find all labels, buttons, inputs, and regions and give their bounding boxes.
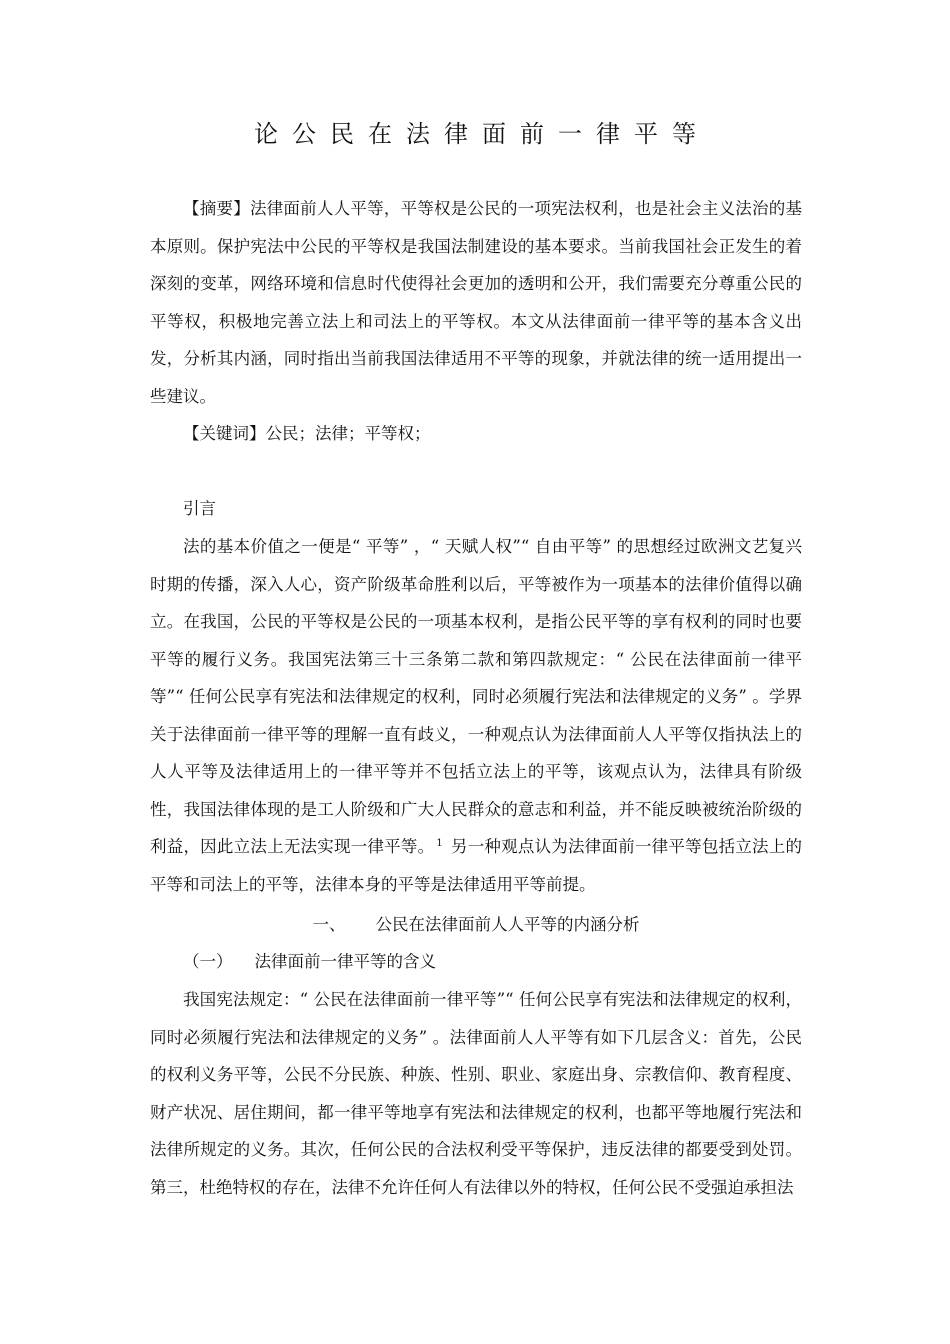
intro-paragraph	[150, 528, 802, 903]
document-title: 论公民在法律面前一律平等	[254, 120, 710, 148]
keywords-label: 【关键词】	[183, 424, 266, 443]
keywords-paragraph	[150, 415, 802, 453]
abstract-label: 【摘要】	[183, 199, 250, 218]
subsection-body	[150, 981, 802, 1206]
abstract-section	[150, 190, 802, 415]
intro-section	[150, 528, 802, 903]
intro-heading-block	[150, 490, 802, 528]
section-title: 公民在法律面前人人平等的内涵分析	[375, 915, 640, 934]
footnote-marker: 1	[436, 837, 443, 849]
section-number: 一、	[312, 915, 346, 934]
subsection-heading	[183, 943, 436, 981]
abstract-paragraph	[150, 190, 802, 415]
keywords-section	[150, 415, 802, 453]
subsection-title: 法律面前一律平等的含义	[254, 952, 436, 971]
abstract-text: 法律面前人人平等，平等权是公民的一项宪法权利，也是社会主义法治的基本原则。保护宪法中公民的平等权是我国法制建设的基本要求。当前我国社会正发生的着深刻的变革，网络环境和信息时代使得社会更加的透明和公开，我们需要充分尊重公民的平等权，积极地完善立法上和司法上的平等权。本文从法律面前一律平等的基本含义出发，分析其内涵，同时指出当前我国法律适用不平等的现象，并就法律的统一适用提出一些建议。	[150, 199, 803, 406]
intro-text-part2: 另一种观点认为法律面前一律平等包括立法上的平等和司法上的平等，法律本身的平等是法律适用平等前提。	[150, 837, 803, 894]
keywords-text: 公民；法律；平等权；	[265, 424, 431, 443]
subsection-number: （一）	[183, 952, 233, 971]
intro-heading: 引言	[183, 499, 216, 518]
section-heading	[150, 906, 802, 944]
subsection-paragraph: 我国宪法规定：“ 公民在法律面前一律平等”“ 任何公民享有宪法和法律规定的权利，同时必须履行宪法和法律规定的义务” 。法律面前人人平等有如下几层含义：首先，公民的权利义务平等，公民不分民族、种族、性别、职业、家庭出身、宗教信仰、教育程度、财产状况、居住期间，都一律平等地享有宪法和法律规定的权利，也都平等地履行宪法和法律所规定的义务。其次，任何公民的合法权利受平等保护，违反法律的都要受到处罚。第三，杜绝特权的存在，法律不允许任何人有法律以外的特权，任何公民不受强迫承担法	[150, 990, 802, 1197]
intro-text-part1: 法的基本价值之一便是“ 平等” ，“ 天赋人权”“ 自由平等” 的思想经过欧洲文艺复兴时期的传播，深入人心，资产阶级革命胜利以后，平等被作为一项基本的法律价值得以确立。在我国，公民的平等权是公民的一项基本权利，是指公民平等的享有权利的同时也要平等的履行义务。我国宪法第三十三条第二款和第四款规定：“ 公民在法律面前一律平等”“ 任何公民享有宪法和法律规定的权利，同时必须履行宪法和法律规定的义务” 。学界关于法律面前一律平等的理解一直有歧义，一种观点认为法律面前人人平等仅指执法上的人人平等及法律适用上的一律平等并不包括立法上的平等，该观点认为，法律具有阶级性，我国法律体现的是工人阶级和广大人民群众的意志和利益，并不能反映被统治阶级的利益，因此立法上无法实现一律平等。	[150, 537, 802, 856]
